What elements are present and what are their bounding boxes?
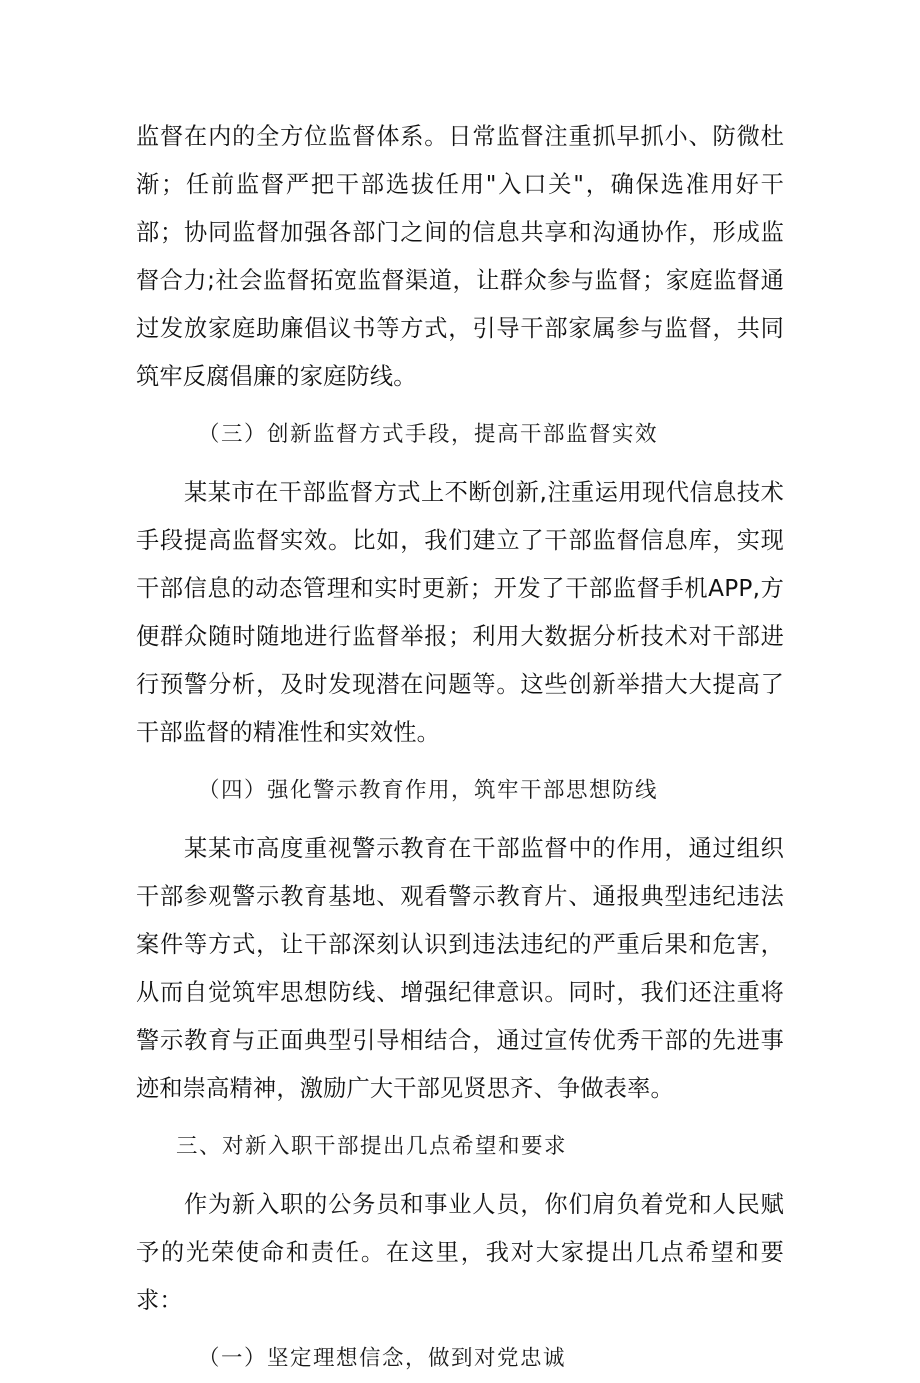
paragraph-innovation: 某某市在干部监督方式上不断创新,注重运用现代信息技术手段提高监督实效。比如，我们建立了干部监督信息库，实现干部信息的动态管理和实时更新；开发了干部监督手机APP,方便群众随时随地进行监督举报；利用大数据分析技术对干部进行预警分析，及时发现潜在问题等。这些创新举措大大提高了干部监督的精准性和实效性。 [136,479,784,746]
subheading-three: （三）创新监督方式手段，提高干部监督实效 [198,422,659,447]
subheading-one: （一）坚定理想信念，做到对党忠诚 [198,1346,567,1371]
section-three-heading: 三、对新入职干部提出几点希望和要求 [176,1134,568,1159]
spacer [136,815,784,825]
paragraph-new-staff: 作为新入职的公务员和事业人员，你们肩负着党和人民赋予的光荣使命和责任。在这里，我对大家提出几点希望和要求： [136,1191,784,1314]
spacer [136,1113,784,1123]
spacer [136,757,784,767]
spacer [136,401,784,411]
spacer [136,459,784,469]
subheading-four: （四）强化警示教育作用，筑牢干部思想防线 [198,778,659,803]
spacer [136,1171,784,1181]
spacer [136,1325,784,1335]
document-body [136,113,784,1383]
paragraph-continuation: 监督在内的全方位监督体系。日常监督注重抓早抓小、防微杜渐；任前监督严把干部选拔任用"入口关"，确保选准用好干部；协同监督加强各部门之间的信息共享和沟通协作，形成监督合力;社会监督拓宽监督渠道，让群众参与监督；家庭监督通过发放家庭助廉倡议书等方式，引导干部家属参与监督，共同筑牢反腐倡廉的家庭防线。 [136,123,784,390]
paragraph-warning-education: 某某市高度重视警示教育在干部监督中的作用，通过组织干部参观警示教育基地、观看警示教育片、通报典型违纪违法案件等方式，让干部深刻认识到违法违纪的严重后果和危害，从而自觉筑牢思想防线、增强纪律意识。同时，我们还注重将警示教育与正面典型引导相结合，通过宣传优秀干部的先进事迹和崇高精神，激励广大干部见贤思齐、争做表率。 [136,835,784,1102]
